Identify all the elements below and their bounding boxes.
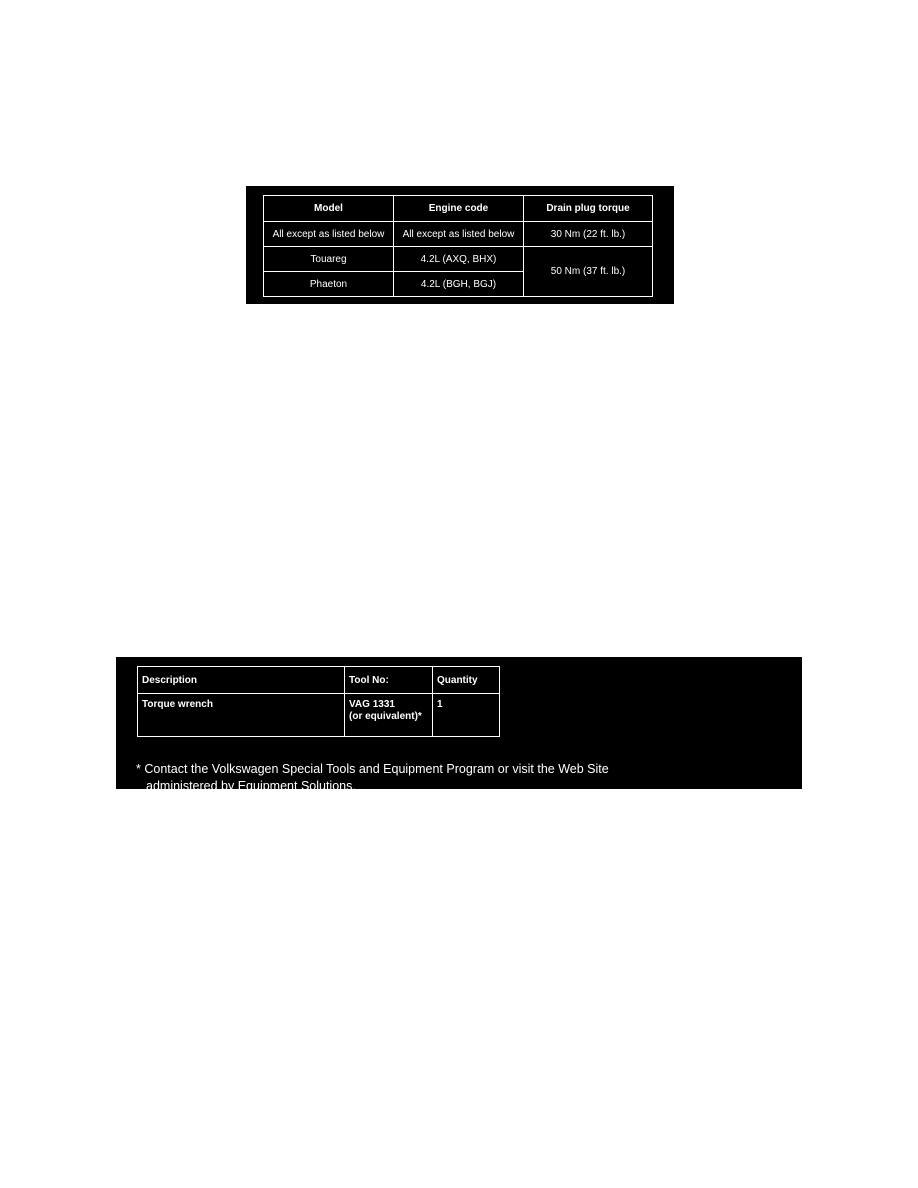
tool-no-line1: VAG 1331	[349, 699, 395, 710]
table-row	[138, 694, 500, 737]
cell-model: All except as listed below	[264, 222, 394, 247]
special-tools-table	[137, 666, 500, 737]
table-row	[264, 222, 653, 247]
special-tools-panel	[116, 657, 802, 793]
cell-engine-code: 4.2L (AXQ, BHX)	[394, 247, 524, 272]
tool-no-line2: (or equivalent)*	[349, 711, 422, 722]
column-header-drain-plug-torque: Drain plug torque	[524, 196, 653, 222]
column-header-description: Description	[138, 667, 345, 694]
footnote-line1: * Contact the Volkswagen Special Tools and Equipment Program or visit the Web Site	[136, 762, 609, 776]
cell-torque: 30 Nm (22 ft. lb.)	[524, 222, 653, 247]
cell-engine-code: All except as listed below	[394, 222, 524, 247]
table-header-row	[138, 667, 500, 694]
footnote-line2: administered by Equipment Solutions.	[146, 779, 356, 793]
column-header-quantity: Quantity	[433, 667, 500, 694]
cell-description: Torque wrench	[138, 694, 345, 737]
drain-plug-torque-panel	[246, 186, 674, 304]
table-header-row	[264, 196, 653, 222]
cell-tool-no	[345, 694, 433, 737]
cell-model: Touareg	[264, 247, 394, 272]
column-header-engine-code: Engine code	[394, 196, 524, 222]
cell-torque: 50 Nm (37 ft. lb.)	[524, 247, 653, 297]
table-row	[264, 247, 653, 272]
cell-model: Phaeton	[264, 272, 394, 297]
column-header-tool-no: Tool No:	[345, 667, 433, 694]
footnote	[136, 744, 696, 812]
column-header-model: Model	[264, 196, 394, 222]
drain-plug-torque-table	[263, 195, 653, 297]
cell-engine-code: 4.2L (BGH, BGJ)	[394, 272, 524, 297]
cell-quantity: 1	[433, 694, 500, 737]
